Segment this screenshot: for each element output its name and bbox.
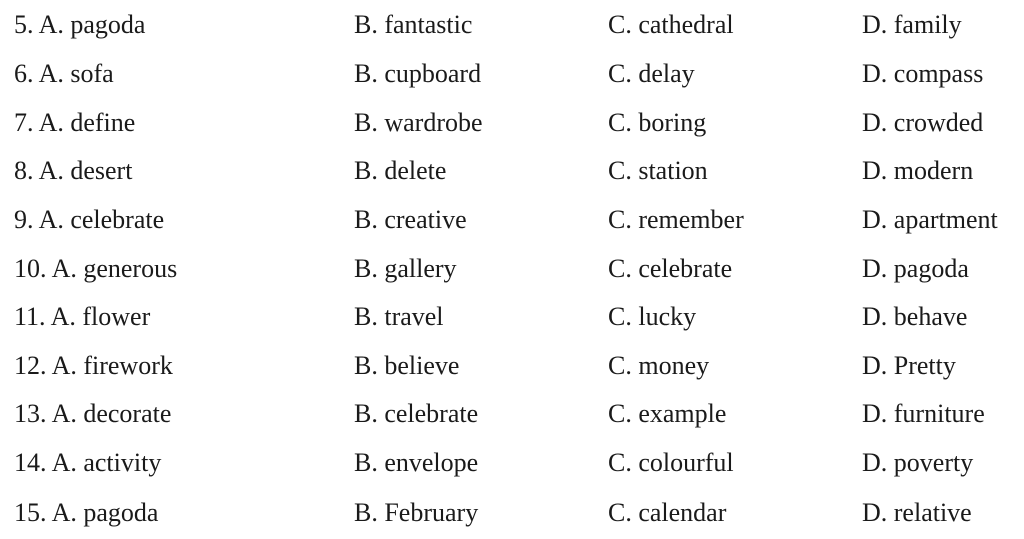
option-c: C. money [608, 351, 710, 380]
option-b: B. gallery [354, 254, 457, 283]
option-c: C. celebrate [608, 254, 733, 283]
option-d: D. compass [862, 59, 984, 88]
option-b: B. February [354, 498, 479, 527]
option-b: B. creative [354, 205, 467, 234]
option-a: 11. A. flower [14, 302, 151, 331]
option-c: C. boring [608, 108, 707, 137]
question-row [0, 5, 1024, 45]
option-b: B. fantastic [354, 10, 473, 39]
question-row [0, 249, 1024, 289]
option-c: C. remember [608, 205, 744, 234]
option-a: 7. A. define [14, 108, 136, 137]
option-c: C. station [608, 156, 708, 185]
option-a: 6. A. sofa [14, 59, 114, 88]
option-d: D. modern [862, 156, 974, 185]
option-b: B. travel [354, 302, 444, 331]
option-a: 12. A. firework [14, 351, 173, 380]
question-row [0, 493, 1024, 533]
option-b: B. delete [354, 156, 447, 185]
question-row [0, 54, 1024, 94]
option-b: B. envelope [354, 448, 479, 477]
option-a: 15. A. pagoda [14, 498, 159, 527]
option-a: 13. A. decorate [14, 399, 172, 428]
question-row [0, 443, 1024, 483]
option-b: B. celebrate [354, 399, 479, 428]
option-d: D. family [862, 10, 962, 39]
option-d: D. furniture [862, 399, 985, 428]
option-a: 10. A. generous [14, 254, 178, 283]
option-a: 14. A. activity [14, 448, 162, 477]
option-b: B. believe [354, 351, 460, 380]
option-a: 5. A. pagoda [14, 10, 146, 39]
option-d: D. pagoda [862, 254, 969, 283]
option-d: D. Pretty [862, 351, 956, 380]
question-row [0, 103, 1024, 143]
option-c: C. colourful [608, 448, 734, 477]
option-d: D. apartment [862, 205, 998, 234]
option-a: 8. A. desert [14, 156, 133, 185]
option-c: C. cathedral [608, 10, 734, 39]
option-d: D. crowded [862, 108, 984, 137]
option-d: D. behave [862, 302, 968, 331]
question-row [0, 346, 1024, 386]
option-b: B. wardrobe [354, 108, 483, 137]
question-row [0, 394, 1024, 434]
option-a: 9. A. celebrate [14, 205, 165, 234]
option-c: C. example [608, 399, 727, 428]
option-c: C. calendar [608, 498, 727, 527]
question-row [0, 297, 1024, 337]
option-d: D. poverty [862, 448, 974, 477]
option-d: D. relative [862, 498, 972, 527]
option-c: C. delay [608, 59, 695, 88]
option-b: B. cupboard [354, 59, 482, 88]
option-c: C. lucky [608, 302, 697, 331]
question-row [0, 200, 1024, 240]
question-row [0, 151, 1024, 191]
